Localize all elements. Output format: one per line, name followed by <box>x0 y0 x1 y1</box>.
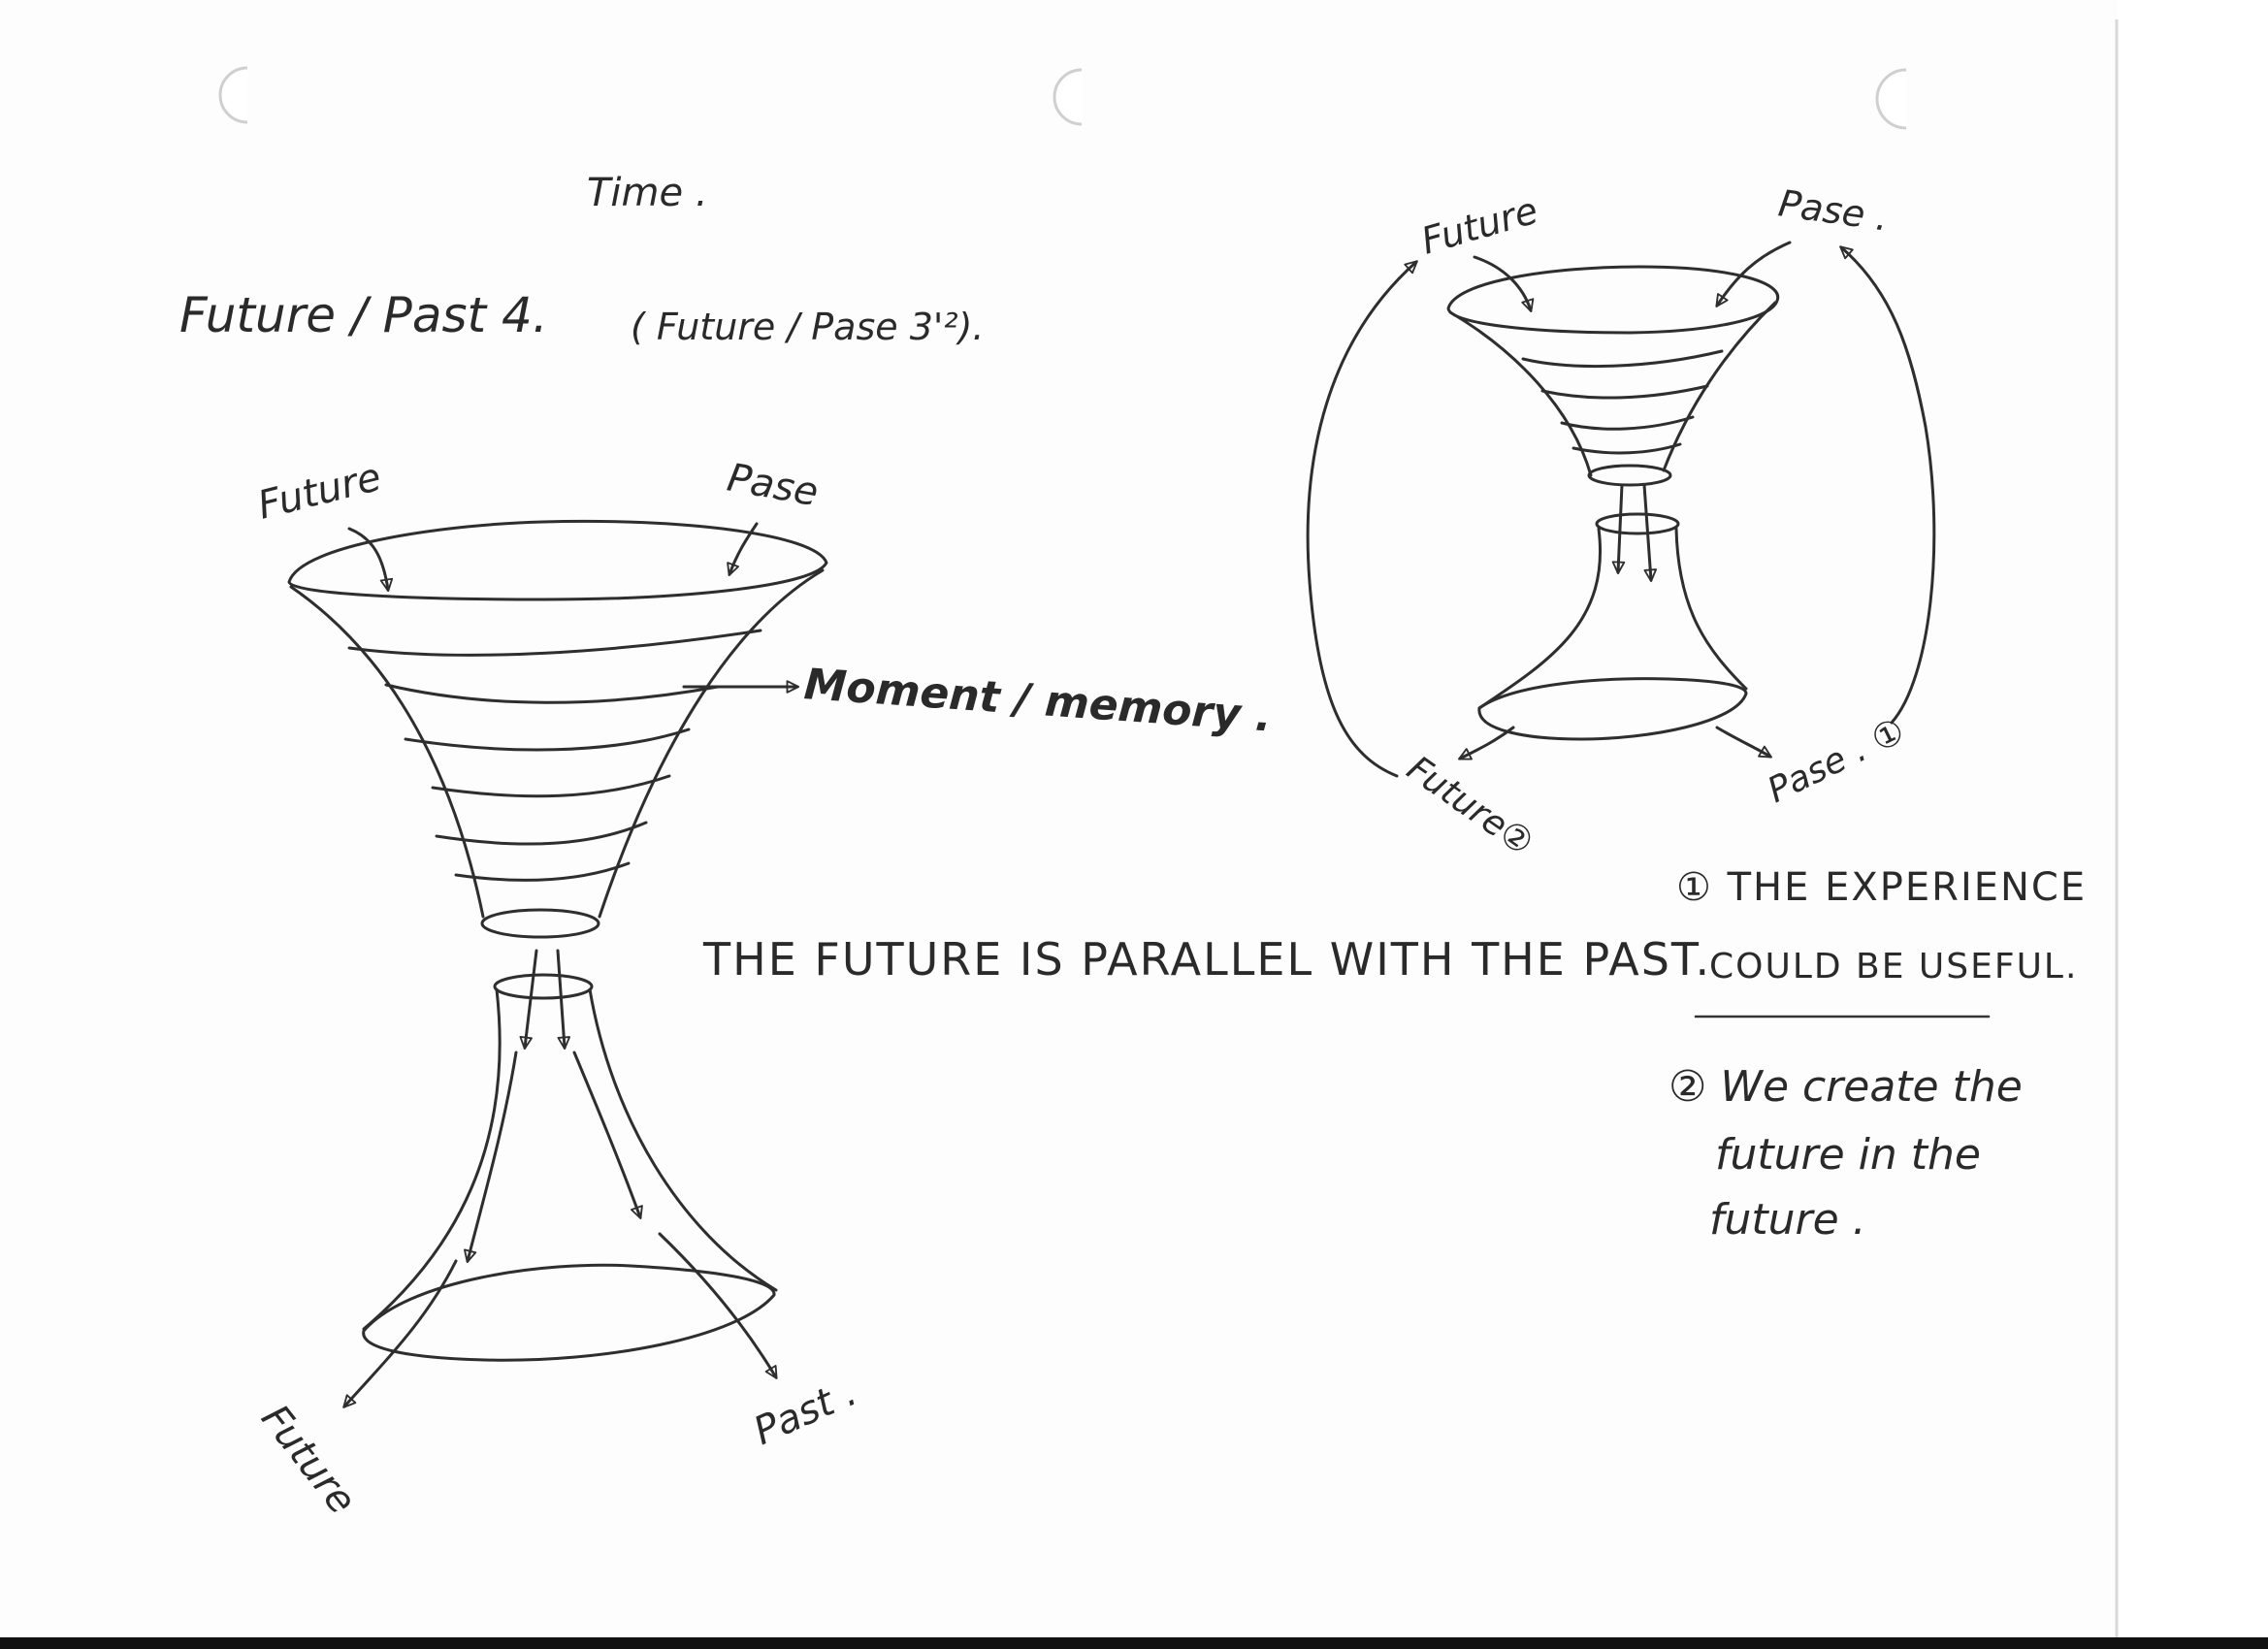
sheet-subtitle: Future / Past 4. <box>179 287 548 343</box>
scan-border-bottom <box>0 1637 2268 1649</box>
note-2-line-1: ② We create the <box>1669 1062 2023 1112</box>
left-funnel-ring <box>405 729 689 750</box>
right-arrow-down-1 <box>1618 485 1622 572</box>
left-label-past-bottom: Past . <box>747 1370 864 1455</box>
right-funnel-ring <box>1523 351 1722 367</box>
left-funnel-ring <box>456 863 629 880</box>
right-cone-top <box>1597 514 1678 534</box>
right-funnel-rim <box>1448 267 1778 333</box>
left-cone-top <box>495 975 592 998</box>
notes-block <box>1669 865 2087 1245</box>
note-1-line-2: COULD BE USEFUL. <box>1709 947 2079 986</box>
left-label-past-top: Pase <box>724 455 822 516</box>
left-funnel-ring <box>437 823 646 844</box>
left-arrow-future-out <box>344 1261 456 1406</box>
note-1-line-1: ① THE EXPERIENCE <box>1676 865 2088 910</box>
right-hourglass-diagram <box>1308 181 1934 863</box>
right-label-future-bottom: Future② <box>1399 748 1540 864</box>
right-cone-side-right <box>1676 529 1746 689</box>
right-label-past-bottom: Pase . ① <box>1761 710 1911 812</box>
note-2-line-3: future . <box>1709 1195 1866 1245</box>
right-funnel-ring <box>1573 444 1680 453</box>
right-arrow-past-out <box>1717 728 1770 757</box>
left-label-future-bottom: Future <box>252 1396 365 1523</box>
left-funnel-neck <box>482 910 599 937</box>
right-funnel-ring <box>1562 417 1693 429</box>
right-label-future-top: Future <box>1416 188 1543 263</box>
left-funnel-rim <box>289 521 826 599</box>
right-cone-base <box>1479 679 1746 739</box>
punch-hole-right <box>1877 70 1906 128</box>
punch-hole-left <box>220 68 247 122</box>
left-arrow-past-out <box>660 1234 776 1377</box>
left-arrow-down-2 <box>558 951 565 1048</box>
right-label-past-top: Pase . <box>1775 181 1892 240</box>
scan-border-right <box>2117 0 2268 1637</box>
left-arrow-down-3 <box>468 1052 516 1261</box>
note-2-line-2: future in the <box>1715 1130 1981 1180</box>
left-funnel-side-left <box>291 587 483 917</box>
left-label-future-top: Future <box>253 454 386 529</box>
sheet-title: Time . <box>587 171 708 215</box>
right-funnel-neck <box>1589 466 1670 485</box>
left-label-moment-memory: Moment / memory . <box>802 660 1274 742</box>
punch-hole-center <box>1054 70 1082 124</box>
right-arrow-future-out <box>1460 728 1513 759</box>
right-loop-arrow-future <box>1308 262 1416 776</box>
left-funnel-ring <box>386 685 718 702</box>
right-funnel-ring <box>1542 386 1707 398</box>
left-hourglass-diagram <box>252 455 1273 1523</box>
statement-text: THE FUTURE IS PARALLEL WITH THE PAST. <box>703 933 1712 986</box>
right-loop-arrow-past <box>1841 247 1934 723</box>
left-funnel-ring <box>433 776 669 796</box>
left-arrow-down-4 <box>574 1052 640 1217</box>
right-funnel-side-left <box>1450 312 1591 475</box>
left-funnel-ring <box>349 630 761 655</box>
left-cone-side-right <box>590 989 776 1290</box>
sheet-subtitle-aside: ( Future / Pase 3'²). <box>631 306 985 348</box>
